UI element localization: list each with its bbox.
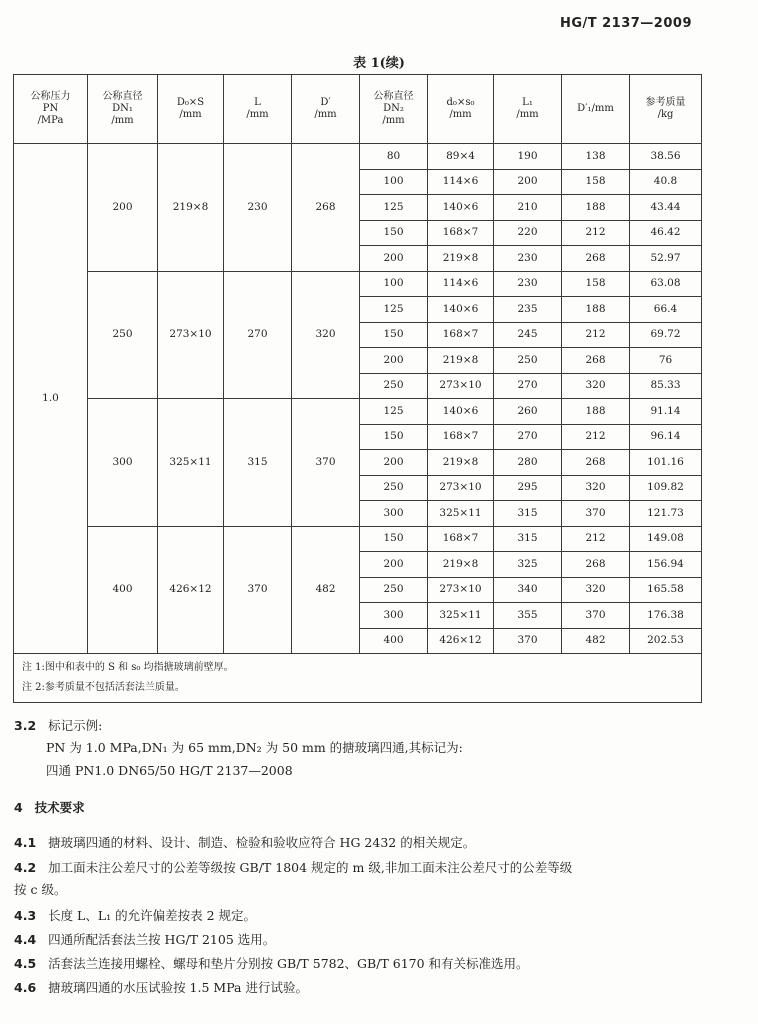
- item-4-3: 4.3 长度 L、L₁ 的允许偏差按表 2 规定。: [14, 908, 257, 923]
- cell-d: 482: [292, 526, 360, 654]
- cell-d1: 268: [562, 348, 630, 374]
- cell-l1: 250: [494, 348, 562, 374]
- cell-d1: 188: [562, 399, 630, 425]
- table-row: [14, 399, 702, 425]
- table-row: [14, 144, 702, 170]
- col-header-pn: 公称压力 PN /MPa: [14, 75, 88, 144]
- cell-l1: 230: [494, 246, 562, 272]
- table-title: 表 1(续): [353, 56, 405, 71]
- spec-table: [13, 74, 702, 703]
- cell-d: 268: [292, 144, 360, 272]
- cell-mass: 66.4: [630, 297, 702, 323]
- cell-d0s0: 140×6: [428, 297, 494, 323]
- cell-dn2: 150: [360, 220, 428, 246]
- cell-mass: 101.16: [630, 450, 702, 476]
- cell-dn2: 400: [360, 628, 428, 654]
- cell-l1: 230: [494, 271, 562, 297]
- cell-d0s0: 114×6: [428, 271, 494, 297]
- cell-d0s0: 273×10: [428, 475, 494, 501]
- cell-mass: 76: [630, 348, 702, 374]
- cell-d: 320: [292, 271, 360, 399]
- cell-mass: 63.08: [630, 271, 702, 297]
- cell-l1: 260: [494, 399, 562, 425]
- item-4-2: 4.2 加工面未注公差尺寸的公差等级按 GB/T 1804 规定的 m 级,非加工面未注公差尺寸的公差等级: [14, 860, 573, 875]
- col-header-d: D′ /mm: [292, 75, 360, 144]
- cell-d1: 212: [562, 220, 630, 246]
- cell-d0s: 325×11: [158, 399, 224, 527]
- cell-d0s0: 89×4: [428, 144, 494, 170]
- cell-l1: 210: [494, 195, 562, 221]
- notes-row: [14, 654, 702, 703]
- cell-d0s0: 140×6: [428, 399, 494, 425]
- cell-dn1: 250: [88, 271, 158, 399]
- cell-mass: 91.14: [630, 399, 702, 425]
- cell-d1: 158: [562, 271, 630, 297]
- cell-dn2: 300: [360, 603, 428, 629]
- col-header-d1: D′₁/mm: [562, 75, 630, 144]
- table-note: 注 2:参考质量不包括活套法兰质量。: [22, 682, 185, 693]
- cell-dn2: 300: [360, 501, 428, 527]
- cell-mass: 202.53: [630, 628, 702, 654]
- cell-d1: 138: [562, 144, 630, 170]
- cell-l1: 220: [494, 220, 562, 246]
- cell-d1: 370: [562, 603, 630, 629]
- cell-d1: 212: [562, 322, 630, 348]
- col-header-dn1: 公称直径 DN₁ /mm: [88, 75, 158, 144]
- cell-l: 270: [224, 271, 292, 399]
- cell-mass: 69.72: [630, 322, 702, 348]
- cell-d1: 370: [562, 501, 630, 527]
- cell-dn2: 100: [360, 271, 428, 297]
- cell-l1: 340: [494, 577, 562, 603]
- cell-d0s0: 219×8: [428, 246, 494, 272]
- cell-l1: 235: [494, 297, 562, 323]
- cell-d0s0: 168×7: [428, 322, 494, 348]
- cell-mass: 43.44: [630, 195, 702, 221]
- cell-mass: 38.56: [630, 144, 702, 170]
- cell-l: 230: [224, 144, 292, 272]
- cell-dn1: 400: [88, 526, 158, 654]
- col-header-d0s0: d₀×s₀ /mm: [428, 75, 494, 144]
- cell-mass: 176.38: [630, 603, 702, 629]
- cell-mass: 156.94: [630, 552, 702, 578]
- item-4-6: 4.6 搪玻璃四通的水压试验按 1.5 MPa 进行试验。: [14, 980, 308, 995]
- cell-d1: 212: [562, 526, 630, 552]
- cell-d1: 268: [562, 552, 630, 578]
- cell-l: 370: [224, 526, 292, 654]
- standard-code: HG/T 2137—2009: [559, 16, 692, 31]
- cell-d1: 158: [562, 169, 630, 195]
- cell-d1: 268: [562, 450, 630, 476]
- cell-l1: 355: [494, 603, 562, 629]
- section-3-2-line2: 四通 PN1.0 DN65/50 HG/T 2137—2008: [46, 763, 293, 778]
- cell-d1: 212: [562, 424, 630, 450]
- cell-dn2: 200: [360, 348, 428, 374]
- cell-l1: 270: [494, 373, 562, 399]
- col-header-l: L /mm: [224, 75, 292, 144]
- cell-l1: 190: [494, 144, 562, 170]
- cell-pn: 1.0: [14, 144, 88, 654]
- cell-mass: 149.08: [630, 526, 702, 552]
- cell-dn2: 150: [360, 424, 428, 450]
- cell-d0s0: 168×7: [428, 424, 494, 450]
- cell-d0s0: 219×8: [428, 552, 494, 578]
- table-note: 注 1:图中和表中的 S 和 s₀ 均指搪玻璃前壁厚。: [22, 662, 234, 673]
- col-header-l1: L₁ /mm: [494, 75, 562, 144]
- cell-mass: 40.8: [630, 169, 702, 195]
- item-4-5: 4.5 活套法兰连接用螺栓、螺母和垫片分别按 GB/T 5782、GB/T 6170 和有关标准选用。: [14, 956, 529, 971]
- cell-dn2: 125: [360, 195, 428, 221]
- cell-dn2: 150: [360, 526, 428, 552]
- table-notes: [14, 654, 702, 703]
- cell-d0s0: 325×11: [428, 501, 494, 527]
- cell-mass: 109.82: [630, 475, 702, 501]
- cell-dn2: 100: [360, 169, 428, 195]
- cell-dn1: 300: [88, 399, 158, 527]
- cell-d0s0: 273×10: [428, 373, 494, 399]
- cell-dn2: 250: [360, 475, 428, 501]
- cell-d0s: 426×12: [158, 526, 224, 654]
- cell-mass: 85.33: [630, 373, 702, 399]
- cell-d1: 188: [562, 297, 630, 323]
- cell-dn2: 250: [360, 373, 428, 399]
- cell-d1: 268: [562, 246, 630, 272]
- cell-l1: 325: [494, 552, 562, 578]
- cell-d0s0: 325×11: [428, 603, 494, 629]
- cell-dn2: 150: [360, 322, 428, 348]
- section-4-heading: 4 技术要求: [14, 800, 85, 815]
- table-row: [14, 526, 702, 552]
- item-4-2-continuation: 按 c 级。: [14, 882, 67, 897]
- cell-d0s: 219×8: [158, 144, 224, 272]
- cell-d: 370: [292, 399, 360, 527]
- cell-l1: 280: [494, 450, 562, 476]
- cell-l1: 370: [494, 628, 562, 654]
- cell-l1: 200: [494, 169, 562, 195]
- cell-dn1: 200: [88, 144, 158, 272]
- col-header-d0s: D₀×S /mm: [158, 75, 224, 144]
- col-header-mass: 参考质量 /kg: [630, 75, 702, 144]
- cell-d1: 320: [562, 475, 630, 501]
- cell-d1: 188: [562, 195, 630, 221]
- cell-d0s0: 168×7: [428, 220, 494, 246]
- cell-mass: 46.42: [630, 220, 702, 246]
- cell-l1: 315: [494, 501, 562, 527]
- cell-dn2: 200: [360, 552, 428, 578]
- cell-mass: 52.97: [630, 246, 702, 272]
- cell-d1: 320: [562, 577, 630, 603]
- cell-l: 315: [224, 399, 292, 527]
- cell-d1: 320: [562, 373, 630, 399]
- cell-mass: 96.14: [630, 424, 702, 450]
- cell-d0s0: 219×8: [428, 348, 494, 374]
- cell-mass: 121.73: [630, 501, 702, 527]
- cell-d0s0: 426×12: [428, 628, 494, 654]
- cell-d0s0: 168×7: [428, 526, 494, 552]
- cell-dn2: 125: [360, 399, 428, 425]
- item-4-1: 4.1 搪玻璃四通的材料、设计、制造、检验和验收应符合 HG 2432 的相关规定。: [14, 835, 476, 850]
- cell-l1: 270: [494, 424, 562, 450]
- cell-d0s0: 114×6: [428, 169, 494, 195]
- cell-dn2: 80: [360, 144, 428, 170]
- cell-dn2: 200: [360, 246, 428, 272]
- section-3-2-heading: 3.2 标记示例:: [14, 718, 103, 733]
- cell-d0s0: 219×8: [428, 450, 494, 476]
- cell-dn2: 125: [360, 297, 428, 323]
- cell-mass: 165.58: [630, 577, 702, 603]
- cell-dn2: 250: [360, 577, 428, 603]
- cell-d0s0: 140×6: [428, 195, 494, 221]
- col-header-dn2: 公称直径 DN₂ /mm: [360, 75, 428, 144]
- cell-l1: 245: [494, 322, 562, 348]
- table-row: [14, 271, 702, 297]
- item-4-4: 4.4 四通所配活套法兰按 HG/T 2105 选用。: [14, 932, 276, 947]
- table-header-row: [14, 75, 702, 144]
- cell-l1: 295: [494, 475, 562, 501]
- cell-d0s0: 273×10: [428, 577, 494, 603]
- section-3-2-line1: PN 为 1.0 MPa,DN₁ 为 65 mm,DN₂ 为 50 mm 的搪玻璃四通,其标记为:: [46, 740, 463, 755]
- cell-d0s: 273×10: [158, 271, 224, 399]
- cell-l1: 315: [494, 526, 562, 552]
- cell-d1: 482: [562, 628, 630, 654]
- cell-dn2: 200: [360, 450, 428, 476]
